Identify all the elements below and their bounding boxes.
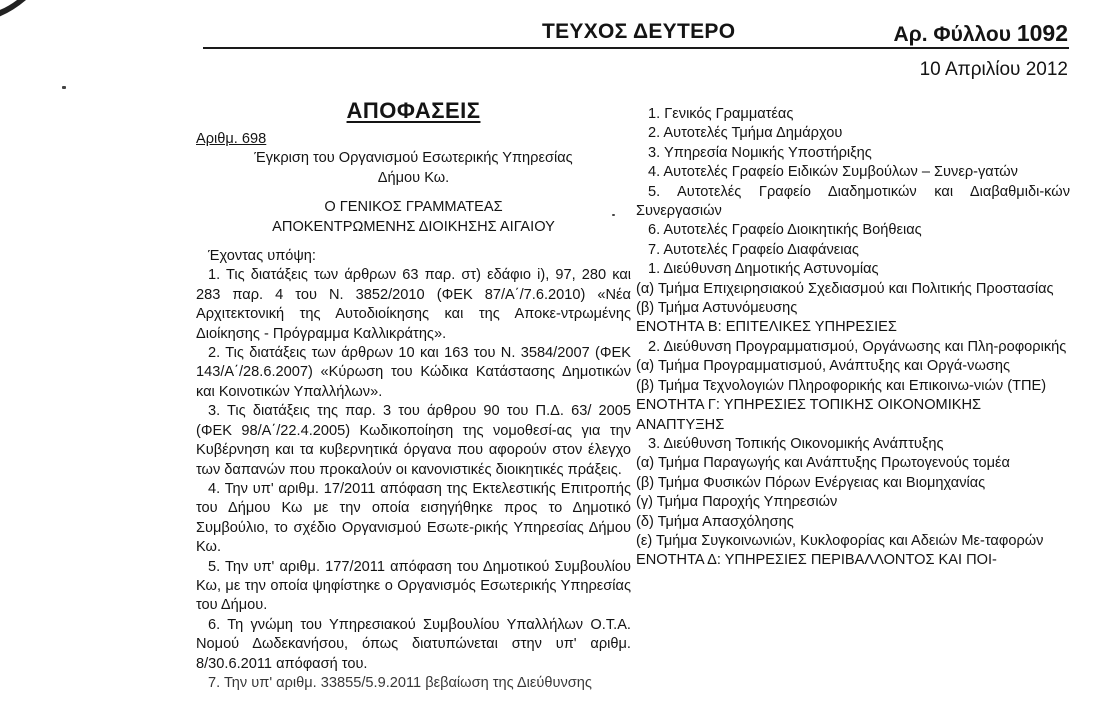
org-line: (δ) Τμήμα Απασχόλησης: [636, 513, 794, 530]
org-section: ΕΝΟΤΗΤΑ Γ: ΥΠΗΡΕΣΙΕΣ ΤΟΠΙΚΗΣ ΟΙΚΟΝΟΜΙΚΗΣ ΑΝΑΠΤΥΞΗΣ: [636, 397, 982, 433]
issue-date: 10 Απριλίου 2012: [919, 59, 1068, 80]
org-section: ΕΝΟΤΗΤΑ Δ: ΥΠΗΡΕΣΙΕΣ ΠΕΡΙΒΑΛΛΟΝΤΟΣ ΚΑΙ ΠΟΙ-: [636, 552, 997, 569]
sheet-number-value: 1092: [1016, 20, 1068, 46]
issuing-authority: [196, 198, 631, 237]
org-line: (β) Τμήμα Αστυνόμευσης: [636, 300, 798, 317]
org-section: ΕΝΟΤΗΤΑ Β: ΕΠΙΤΕΛΙΚΕΣ ΥΠΗΡΕΣΙΕΣ: [636, 319, 897, 336]
paragraph: 1. Τις διατάξεις των άρθρων 63 παρ. στ) εδάφιο i), 97, 280 και 283 παρ. 4 του Ν. 3852/2010 (ΦΕΚ 87/Α΄/7.6.2010) «Νέα Αρχιτεκτονική της Αυτοδιοίκησης και της Αποκε-ντρωμένης Διοίκησης - Πρόγραμμα Καλλικράτης».: [196, 267, 631, 342]
sheet-label: Αρ. Φύλλου: [893, 23, 1011, 46]
org-line: 3. Διεύθυνση Τοπικής Οικονομικής Ανάπτυξης: [648, 435, 944, 452]
paragraph: 5. Την υπ' αριθμ. 177/2011 απόφαση του Δημοτικού Συμβουλίου Κω, με την οποία ψηφίστηκε ο Οργανισμός Εσωτερικής Υπηρεσίας του Δήμου.: [196, 558, 631, 614]
paragraph: 6. Τη γνώμη του Υπηρεσιακού Συμβουλίου Υπαλλήλων Ο.Τ.Α. Νομού Δωδεκανήσου, όπως διατυπώνεται στην υπ' αριθμ. 8/30.6.2011 απόφασή του.: [196, 616, 631, 672]
authority-line: ΑΠΟΚΕΝΤΡΩΜΕΝΗΣ ΔΙΟΙΚΗΣΗΣ ΑΙΓΑΙΟΥ: [272, 218, 555, 235]
decision-number: Αριθμ. 698: [196, 131, 267, 147]
paragraph: 2. Τις διατάξεις των άρθρων 10 και 163 του Ν. 3584/2007 (ΦΕΚ 143/Α΄/28.6.2007) «Κύρωση του Κώδικα Κατάστασης Δημοτικών και Κοινοτικών Υπαλλήλων».: [196, 345, 631, 400]
org-line: (γ) Τμήμα Παροχής Υπηρεσιών: [636, 494, 838, 511]
org-line: (α) Τμήμα Επιχειρησιακού Σχεδιασμού και Πολιτικής Προστασίας: [636, 280, 1054, 297]
org-line: (β) Τμήμα Τεχνολογιών Πληροφορικής και Επικοινω-νιών (ΤΠΕ): [636, 377, 1047, 394]
org-line: (α) Τμήμα Προγραμματισμού, Ανάπτυξης και Οργά-νωσης: [636, 358, 1010, 375]
decision-title-line: Δήμου Κω.: [377, 169, 450, 186]
org-line: (β) Τμήμα Φυσικών Πόρων Ενέργειας και Βιομηχανίας: [636, 474, 986, 491]
issue-title: ΤΕΥΧΟΣ ΔΕΥΤΕΡΟ: [542, 20, 736, 43]
considering-label: Έχοντας υπόψη:: [208, 248, 316, 265]
org-line: 7. Αυτοτελές Γραφείο Διαφάνειας: [648, 241, 859, 258]
org-line: (ε) Τμήμα Συγκοινωνιών, Κυκλοφορίας και Αδειών Με-ταφορών: [636, 532, 1044, 549]
decision-title-line: Έγκριση του Οργανισμού Εσωτερικής Υπηρεσίας: [254, 150, 573, 167]
sheet-number: [894, 20, 1068, 47]
decision-title: [196, 149, 631, 188]
left-column: [196, 98, 631, 693]
org-line: 2. Διεύθυνση Προγραμματισμού, Οργάνωσης και Πλη-ροφορικής: [648, 338, 1067, 355]
section-heading: ΑΠΟΦΑΣΕΙΣ: [346, 98, 481, 123]
org-line: 6. Αυτοτελές Γραφείο Διοικητικής Βοήθειας: [648, 222, 922, 239]
org-line: 1. Γενικός Γραμματέας: [648, 106, 794, 122]
paragraph: 3. Τις διατάξεις της παρ. 3 του άρθρου 90 του Π.Δ. 63/ 2005 (ΦΕΚ 98/Α΄/22.4.2005) Κωδικοποίηση της νομοθεσί-ας για την Κυβέρνηση και τα κυβερνητικά όργανα που αφορούν στον έλεγχο των δαπανών που προκαλούν οι κανονιστικές διοικητικές πράξεις.: [196, 403, 631, 478]
scan-speck: [62, 86, 66, 89]
org-line: (α) Τμήμα Παραγωγής και Ανάπτυξης Πρωτογενούς τομέα: [636, 455, 1010, 472]
org-line: 3. Υπηρεσία Νομικής Υποστήριξης: [648, 144, 872, 161]
paragraph: 7. Την υπ' αριθμ. 33855/5.9.2011 βεβαίωση της Διεύθυνσης: [208, 674, 592, 691]
org-line: 5. Αυτοτελές Γραφείο Διαδημοτικών και Διαβαθμιδι-κών Συνεργασιών: [636, 183, 1070, 220]
authority-line: Ο ΓΕΝΙΚΟΣ ΓΡΑΜΜΑΤΕΑΣ: [324, 199, 503, 216]
scan-corner-mark: [0, 0, 34, 20]
right-column: [636, 105, 1070, 571]
org-line: 4. Αυτοτελές Γραφείο Ειδικών Συμβούλων – Συνερ-γατών: [648, 164, 1018, 181]
org-line: 2. Αυτοτελές Τμήμα Δημάρχου: [648, 125, 843, 142]
org-line: 1. Διεύθυνση Δημοτικής Αστυνομίας: [648, 261, 879, 278]
paragraph: 4. Την υπ' αριθμ. 17/2011 απόφαση της Εκτελεστικής Επιτροπής του Δήμου Κω με την οποία εισηγήθηκε προς το Δημοτικό Συμβούλιο, το σχέδιο Οργανισμού Εσωτε-ρικής Υπηρεσίας Δήμου Κω.: [196, 480, 631, 556]
header-divider: [203, 47, 1069, 49]
